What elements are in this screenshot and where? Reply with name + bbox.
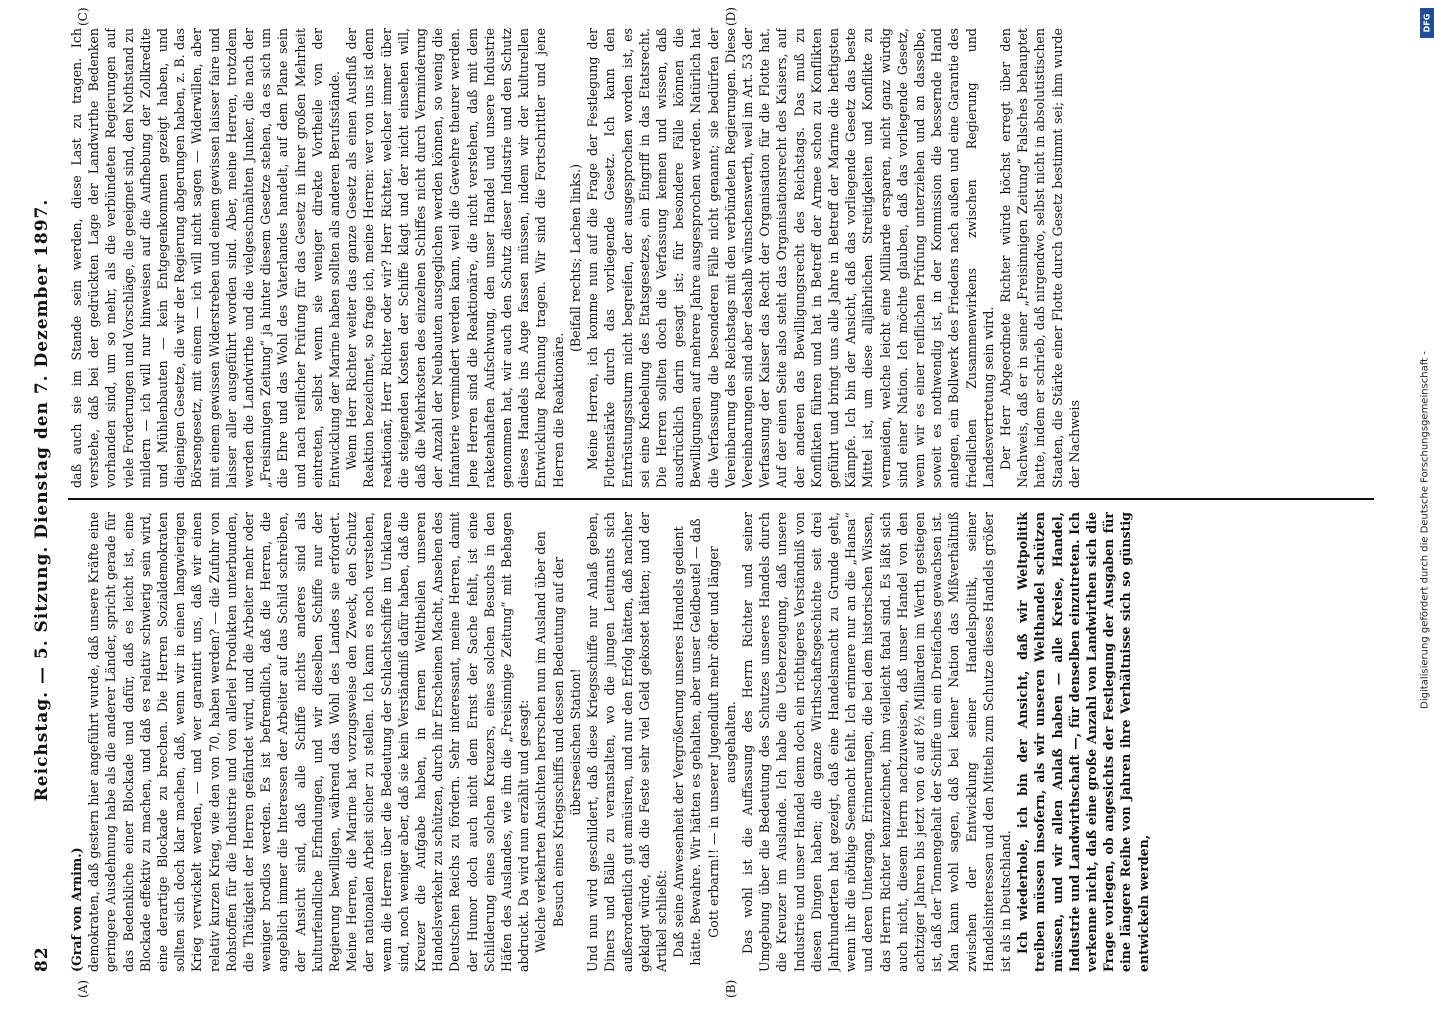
margin-marker-d: (D) [724,7,738,26]
right-column [68,28,1368,488]
margin-marker-c: (C) [76,7,90,26]
paragraph: Wenn Herr Richter weiter das ganze Gesetz als einen Ausfluß der Reaktion bezeichnet, so frage ich, meine Herren: wer von uns ist denn reaktionär, Herr Richter oder wir? Herr Richter, welcher immer über die steigenden Kosten der Schiffe klagt und der nicht einsehen will, daß die Mehrkosten des einzelnen Schiffes nicht durch Verminderung der Anzahl der Neubauten ausgeglichen werden können, so wenig die Infanterie vermindert werden kann, weil die Gewehre theurer werden. Jene Herren sind die Reaktionäre, die nicht verstehen, daß mit dem raketenhaften Aufschwung, den unser Handel und unsere Industrie genommen hat, wir auch den Schutz dieser Industrie und den Schutz dieses Handels ins Auge fassen müssen, indem wir der kulturellen Entwicklung Rechnung tragen. Wir sind die Fortschrittler und jene Herren die Reaktionäre. [344,28,566,488]
speaker-label: (Graf von Arnim.) [69,847,84,972]
paragraph: Ich wiederhole, ich bin der Ansicht, daß wir Weltpolitik treiben müssen insofern, als wir unseren Welthandel schützen müssen, und wir allen Anlaß haben — alle Kreise, Handel, Industrie und Landwirthschaft —, für denselben einzutreten. Ich verkenne nicht, daß eine große Anzahl von Landwirthen sich die Frage vorlegen, ob angesichts der Festlegung der Ausgaben für eine längere Reihe von Jahren ihre Verhältnisse sich so günstig entwickeln werden, [1015,512,1151,972]
rotated-document-page [24,7,1376,998]
page-number: 82 [32,946,52,972]
paragraph: Meine Herren, ich komme nun auf die Frage der Festlegung der Flottenstärke durch das vorliegende Gesetz. Ich kann den Entrüstungssturm nicht begreifen, der ausgesprochen worden ist, es sei eine Knebelung des Etatsgesetzes, ein Eingriff in das Etatsrecht. Die Herren sollten doch die Verfassung kennen und wissen, daß ausdrücklich darin gesagt ist: für besondere Fälle können die Bewilligungen auf mehrere Jahre ausgesprochen werden. Natürlich hat die Verfassung die besonderen Fälle nicht genannt; sie bedürfen der Vereinbarung des Reichstags mit den verbündeten Regierungen. Diese Vereinbarungen sind aber deshalb wünschenswerth, weil im Art. 53 der Verfassung der Kaiser das Recht der Organisation für die Flotte hat. Auf der einen Seite also steht das Organisationsrecht des Kaisers, auf der anderen das Bewilligungsrecht des Reichstags. Das muß zu Konflikten führen und hat in Betreff der Armee schon zu Konflikten geführt und bringt uns alle Jahre in Betreff der Marine die heftigsten Kämpfe. Ich bin der Ansicht, daß das vorliegende Gesetz das beste Mittel ist, um diese alljährlichen Streitigkeiten und Konflikte zu vermeiden, welche leicht eine Milliarde ersparen, nicht ganz würdig sind einer Nation. Ich möchte glauben, daß das vorliegende Gesetz, wenn wir es einer reiflichen Prüfung unterziehen und an dasselbe, soweit es nothwendig ist, in der Kommission die bessernde Hand anlegen, ein Bollwerk des Friedens nach außen und eine Garantie des friedlichen Zusammenwirkens zwischen Regierung und Landesvertretung sein wird. [585,28,996,488]
paragraph: Der Herr Abgeordnete Richter würde höchst erregt über den Nachweis, daß er in seiner „Freisinnigen Zeitung“ Falsches behauptet hatte, indem er schrieb, daß nirgendwo, selbst nicht in absolutistischen Staaten, die Stärke einer Flotte durch Gesetz bestimmt sei; ihm wurde der Nachweis [997,28,1082,488]
column-rule [68,498,1374,500]
quotation: Welche verkehrten Ansichten herrschen nun im Ausland über den Besuch eines Kriegsschiffs und dessen Bedeutung auf der überseeischen Station! [533,531,583,953]
page-header-title: Reichstag. — 5. Sitzung. Dienstag den 7. Dezember 1897. [32,198,52,802]
paragraph: Das wohl ist die Auffassung des Herrn Richter und seiner Umgebung über die Bedeutung des Schutzes unseres Handels durch die Kreuzer im Auslande. Ich habe die Ueberzeugung, daß unsere Industrie und unser Handel denn doch ein richtigeres Verständniß von diesen Dingen haben; die ganze Wirthschaftsgeschichte seit drei Jahrhunderten hat gezeigt, daß eine Handelsmacht zu Grunde geht, wenn ihr die nöthige Seemacht fehlt. Ich erinnere nur an die „Hansa“ und deren Untergang. Erinnerungen, die bei dem historischen Wissen, das Herrn Richter kennzeichnet, ihm vielleicht fatal sind. Es läßt sich auch nicht, diesem Herrn nachzuweisen, daß unser Handel von den achtziger Jahren bis jetzt von 6 auf 8½ Milliarden im Werth gestiegen ist, daß der Tonnengehalt der Schiffe um ein Dreifaches gewachsen ist. Man kann wohl sagen, daß bei keiner Nation das Mißverhältniß zwischen der Entwicklung seiner Handelspolitik, seiner Handelsinteressen und den Mitteln zum Schutze dieses Handels größer ist als in Deutschland. [739,512,1013,972]
paragraph: daß auch sie im Stande sein werden, diese Last zu tragen. Ich verstehe, daß bei der gedrückten Lage der Landwirthe Bedenken vorhanden sind, um so mehr, als die verbündeten Regierungen auf viele Forderungen und Vorschläge, die geeignet sind, den Nothstand zu mildern — ich will nur hinweisen auf die Aufhebung der Zollkredite und Mühlenbauten — kein Entgegenkommen gezeigt haben, und diejenigen Gesetze, die wir der Regierung abgerungen haben, z. B. das Börsengesetz, mit einem — ich will nicht sagen — Widerwillen, aber mit einem gewissen Widerstreben und einem gewissen laisser faire und laisser aller ausgeführt worden sind. Aber, meine Herren, trotzdem werden die Landwirthe und die vielgeschmähten Junker, die nach der „Freisinnigen Zeitung“ ja hinter diesem Gesetze stehen, da es sich um die Ehre und das Wohl des Vaterlandes handelt, auf dem Plane sein und nach reiflicher Prüfung für das Gesetz in ihrer großen Mehrheit eintreten, selbst wenn sie weniger direkte Vortheile von der Entwicklung der Marine haben sollten als anderen Berufsstände. [69,28,343,488]
digitization-credit: Digitalisierung gefördert durch die Deutsche Forschungsgemeinschaft - [1419,351,1431,709]
quotation: Daß seine Anwesenheit der Vergrößerung unseres Handels gedient hätte. Bewahre. Wir hätten es gehalten, aber unser Geldbeutel — daß Gott erbarm!! — in unserer Jugendluft mehr öfter und länger ausgehalten. [671,518,738,966]
running-head [24,28,60,972]
margin-marker-a: (A) [76,979,90,998]
left-column [68,512,1368,972]
paragraph: Und nun wird geschildert, daß diese Kriegsschiffe nur Anlaß geben, Diners und Bälle zu veranstalten, wo die jungen Leutnants sich außerordentlich gut amüsiren, und nur den Erfolg hätten, daß nachher geklagt würde, daß die Feste sehr viel Geld gekostet hätten; und der Artikel schließt: [585,512,669,972]
applause-note: (Beifall rechts; Lachen links.) [567,163,583,353]
paragraph: demokraten, daß gestern hier angeführt wurde, daß unsere Kräfte eine geringere Ausdehnung habe als die anderer Länder, spricht gerade für das Bedenkliche einer Blockade und dafür, daß es leicht ist, eine Blockade effektiv zu machen, und daß es relativ schwierig sein wird, eine derartige Blockade zu brechen. Die Herren Sozialdemokraten sollten sich doch klar machen, daß, wenn wir in einen langwierigen Krieg verwickelt werden, — und wer garantirt uns, daß wir einen relativ kurzen Krieg, wie den von 70, haben werden? — die Zufuhr von Rohstoffen für die Industrie und von allerlei Produkten unterbunden, die Thätigkeit der Herren gefährdet wird, und die Arbeiter mehr oder weniger brodlos werden. Es ist befremdlich, daß die Herren, die angeblich immer die Interessen der Arbeiter auf das Schild schreiben, der Ansicht sind, daß alle Schiffe nichts anderes sind als kulturfeindliche Erfindungen, und wir dieselben Schiffe nur der Regierung bewilligen, während das Wohl des Landes sie erfordert. Meine Herren, die Marine hat vorzugsweise den Zweck, den Schutz der nationalen Arbeit sicher zu stellen. Ich kann es noch verstehen, wenn die Herren über die Bedeutung der Schlachtschiffe im Unklaren sind, noch weniger aber, daß sie kein Verständniß dafür haben, daß die Kreuzer die Aufgabe haben, in fernen Welttheilen unseren Handelsverkehr zu schützen, durch ihr Erscheinen Macht, Ansehen des Deutschen Reichs zu fördern. Sehr interessant, meine Herren, damit der Humor doch auch nicht dem Ernst der Sache fehlt, ist eine Schilderung eines solchen Kreuzers, eines solchen Besuchs in den Häfen des Auslandes, wie ihn die „Freisinnige Zeitung“ mit Behagen abdruckt. Da wird nun erzählt und gesagt: [86,512,532,972]
margin-marker-b: (B) [724,979,738,998]
dfg-logo: DFG [1420,8,1434,38]
